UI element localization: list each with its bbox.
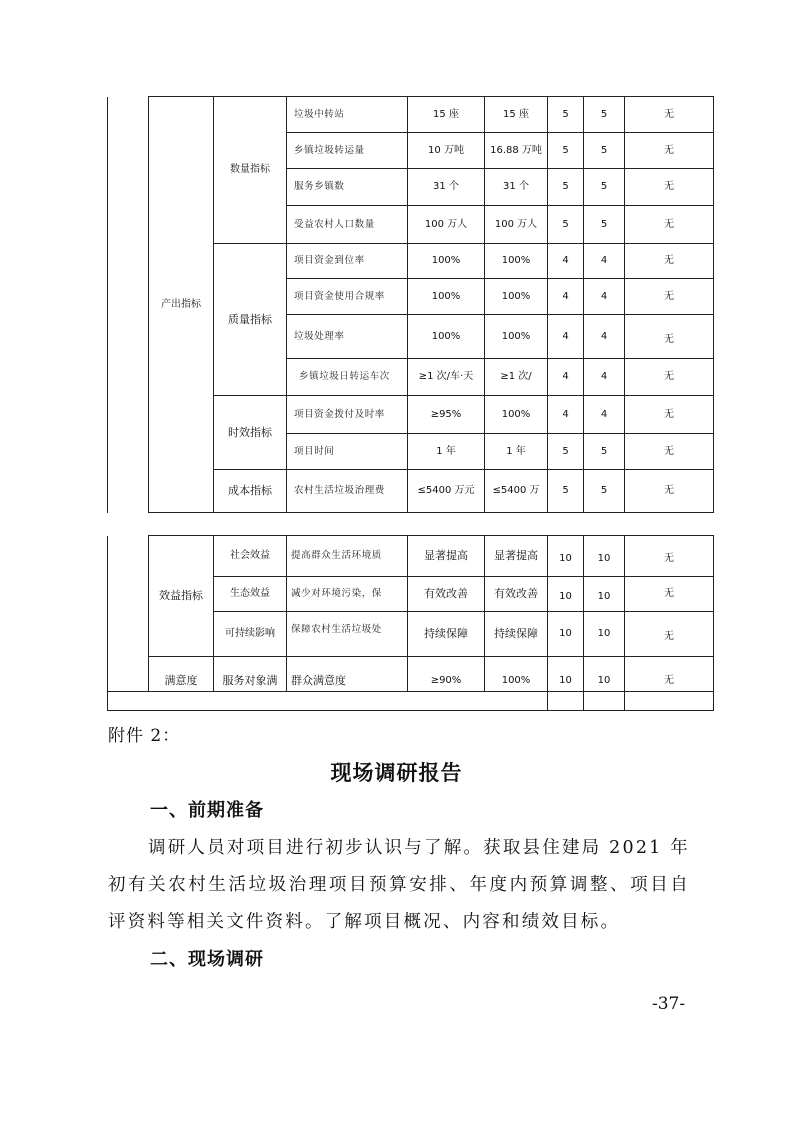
remark-value: 无 (625, 206, 714, 244)
level1-output-indicator: 产出指标 (149, 97, 214, 513)
score-value: 5 (584, 434, 625, 470)
weight-value: 4 (548, 396, 584, 434)
score-value: 10 (584, 536, 625, 577)
table-row (108, 536, 714, 577)
indicator-name: 保障农村生活垃圾处 (287, 612, 408, 657)
indicator-name: 项目资金使用合规率 (287, 279, 408, 315)
attachment-label: 附件 2： (108, 726, 181, 746)
score-value: 4 (584, 279, 625, 315)
score-value: 10 (584, 612, 625, 657)
benefit-indicator-table (107, 535, 714, 711)
weight-value: 10 (548, 536, 584, 577)
remark-value: 无 (625, 244, 714, 279)
weight-value: 10 (548, 577, 584, 612)
score-value: 5 (584, 133, 625, 169)
indicator-name: 受益农村人口数量 (287, 206, 408, 244)
score-value: 4 (584, 315, 625, 359)
actual-value: 100% (485, 657, 548, 692)
actual-value: 100% (485, 315, 548, 359)
remark-value: 无 (625, 315, 714, 359)
target-value: 31 个 (408, 169, 485, 206)
indicator-name: 乡镇垃圾日转运车次 (287, 359, 408, 396)
section1-heading: 一、前期准备 (150, 800, 264, 821)
weight-value: 5 (548, 97, 584, 133)
remark-value: 无 (625, 396, 714, 434)
target-value: 100% (408, 279, 485, 315)
level2-quantity: 数量指标 (214, 97, 287, 244)
target-value: 10 万吨 (408, 133, 485, 169)
left-margin-cell (108, 97, 149, 513)
actual-value: 有效改善 (485, 577, 548, 612)
indicator-name: 服务乡镇数 (287, 169, 408, 206)
score-value: 4 (584, 396, 625, 434)
score-value: 10 (584, 657, 625, 692)
actual-value: ≥1 次/ (485, 359, 548, 396)
actual-value: 1 年 (485, 434, 548, 470)
indicator-name: 垃圾中转站 (287, 97, 408, 133)
target-value: ≤5400 万元 (408, 470, 485, 513)
empty-cell (625, 692, 714, 711)
level1-benefit-indicator: 效益指标 (149, 536, 214, 657)
output-indicator-table (107, 96, 714, 513)
remark-value: 无 (625, 169, 714, 206)
indicator-name: 减少对环境污染，保 (287, 577, 408, 612)
table-row (108, 97, 714, 133)
target-value: 100% (408, 244, 485, 279)
actual-value: 100% (485, 279, 548, 315)
report-title: 现场调研报告 (330, 761, 463, 785)
weight-value: 10 (548, 612, 584, 657)
table-row (108, 657, 714, 692)
score-value: 4 (584, 244, 625, 279)
target-value: 1 年 (408, 434, 485, 470)
weight-value: 5 (548, 470, 584, 513)
target-value: 100% (408, 315, 485, 359)
score-value: 4 (584, 359, 625, 396)
indicator-name: 项目资金拨付及时率 (287, 396, 408, 434)
indicator-name: 提高群众生活环境质 (287, 536, 408, 577)
actual-value: 持续保障 (485, 612, 548, 657)
actual-value: ≤5400 万 (485, 470, 548, 513)
indicator-name: 项目资金到位率 (287, 244, 408, 279)
score-value: 5 (584, 470, 625, 513)
weight-value: 4 (548, 279, 584, 315)
actual-value: 100% (485, 244, 548, 279)
actual-value: 100% (485, 396, 548, 434)
indicator-name: 群众满意度 (287, 657, 408, 692)
indicator-name: 项目时间 (287, 434, 408, 470)
level2-sustainable-impact: 可持续影响 (214, 612, 287, 657)
level2-ecological-benefit: 生态效益 (214, 577, 287, 612)
target-value: 15 座 (408, 97, 485, 133)
page-number: -37- (652, 994, 686, 1014)
remark-value: 无 (625, 279, 714, 315)
score-value: 10 (584, 577, 625, 612)
score-value: 5 (584, 206, 625, 244)
weight-value: 5 (548, 169, 584, 206)
empty-cell (584, 692, 625, 711)
level2-service-satisfaction: 服务对象满 (214, 657, 287, 692)
indicator-name: 垃圾处理率 (287, 315, 408, 359)
level1-satisfaction: 满意度 (149, 657, 214, 692)
target-value: 100 万人 (408, 206, 485, 244)
remark-value: 无 (625, 657, 714, 692)
level2-quality: 质量指标 (214, 244, 287, 396)
remark-value: 无 (625, 470, 714, 513)
actual-value: 15 座 (485, 97, 548, 133)
weight-value: 5 (548, 206, 584, 244)
weight-value: 4 (548, 315, 584, 359)
target-value: 有效改善 (408, 577, 485, 612)
weight-value: 4 (548, 244, 584, 279)
section2-heading: 二、现场调研 (150, 949, 264, 970)
level2-social-benefit: 社会效益 (214, 536, 287, 577)
target-value: 显著提高 (408, 536, 485, 577)
section1-paragraph: 调研人员对项目进行初步认识与了解。获取县住建局 2021 年初有关农村生活垃圾治理项目预算安排、年度内预算调整、项目自评资料等相关文件资料。了解项目概况、内容和绩效目标。 (108, 838, 690, 932)
remark-value: 无 (625, 434, 714, 470)
actual-value: 16.88 万吨 (485, 133, 548, 169)
weight-value: 4 (548, 359, 584, 396)
target-value: 持续保障 (408, 612, 485, 657)
weight-value: 5 (548, 133, 584, 169)
empty-total-cell (108, 692, 548, 711)
remark-value: 无 (625, 577, 714, 612)
remark-value: 无 (625, 612, 714, 657)
remark-value: 无 (625, 359, 714, 396)
remark-value: 无 (625, 536, 714, 577)
level2-timeliness: 时效指标 (214, 396, 287, 470)
remark-value: 无 (625, 133, 714, 169)
target-value: ≥95% (408, 396, 485, 434)
level2-cost: 成本指标 (214, 470, 287, 513)
score-value: 5 (584, 169, 625, 206)
indicator-name: 农村生活垃圾治理费 (287, 470, 408, 513)
actual-value: 100 万人 (485, 206, 548, 244)
actual-value: 显著提高 (485, 536, 548, 577)
score-value: 5 (584, 97, 625, 133)
weight-value: 10 (548, 657, 584, 692)
empty-cell (548, 692, 584, 711)
remark-value: 无 (625, 97, 714, 133)
actual-value: 31 个 (485, 169, 548, 206)
table-row (108, 692, 714, 711)
left-margin-cell (108, 536, 149, 692)
indicator-name: 乡镇垃圾转运量 (287, 133, 408, 169)
weight-value: 5 (548, 434, 584, 470)
target-value: ≥1 次/车·天 (408, 359, 485, 396)
target-value: ≥90% (408, 657, 485, 692)
